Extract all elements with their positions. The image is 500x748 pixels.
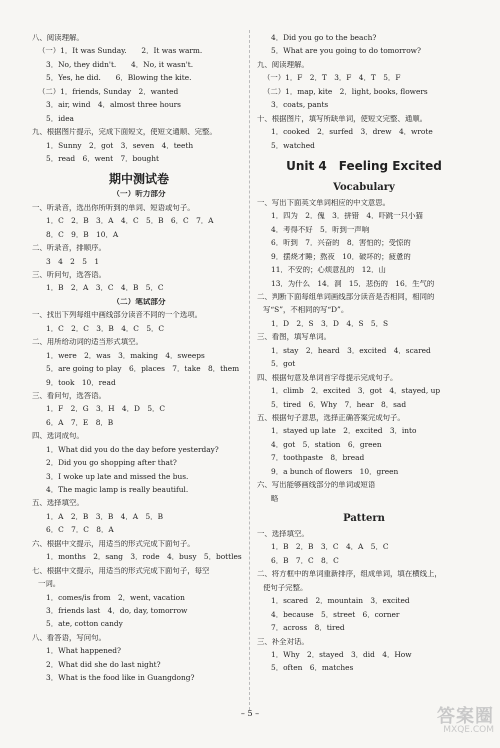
answer-line: 1．stay 2．heard 3．excited 4．scared [271, 346, 431, 355]
answer-line: （一）听力部分 [112, 190, 166, 199]
answer-line: 1．months 2．sang 3．rode 4．busy 5．bottles [46, 553, 242, 562]
answer-line: 5．watched [271, 141, 315, 150]
answer-line: 1．F 2．G 3．H 4．D 5．C [46, 405, 166, 414]
answer-line: 11．不安的；心烦意乱的 12．山 [271, 266, 386, 275]
answer-line: 三、听问句，选答语。 [32, 271, 106, 279]
answer-line: 3．coats, pants [271, 101, 329, 110]
answer-line: 1．What happened? [46, 647, 122, 656]
right-column [257, 34, 471, 678]
answer-line: 5．What are you going to do tomorrow? [271, 47, 421, 56]
answer-line: 使句子完整。 [263, 583, 308, 592]
answer-line: 6．A 7．E 8．B [46, 418, 114, 427]
answer-line: 4．The magic lamp is really beautiful. [46, 486, 189, 494]
answer-line: 5．tired 6．Why 7．hear 8．sad [271, 400, 407, 409]
answer-line: 一、选择填空。 [257, 530, 309, 538]
answer-line: （二）1．friends, Sunday 2．wanted [38, 87, 179, 96]
answer-line: 9．摆烧才睡；熬夜 10．破坏的；疲惫的 [271, 252, 411, 261]
answer-line: 1．What did you do the day before yesterday? [46, 445, 219, 454]
answer-line: （一）1．It was Sunday. 2．It was warm. [38, 47, 203, 56]
answer-line: 三、看问句，选答语。 [32, 391, 106, 400]
answer-line: 九、根据图片提示，完成下面短文，使短文通顺、完整。 [32, 128, 217, 137]
answer-line: 2．Did you go shopping after that? [46, 459, 177, 468]
answer-line: 八、看答语，写问句。 [32, 633, 106, 642]
answer-line: 九、阅读理解。 [257, 60, 309, 69]
answer-line: 8．C 9．B 10．A [46, 230, 119, 239]
answer-line: 一、写出下面英文单词相应的中文意思。 [257, 198, 391, 207]
answer-line: 二、用所给动词的适当形式填空。 [32, 338, 143, 347]
answer-line: （一）1．F 2．T 3．F 4．T 5．F [263, 74, 401, 83]
answer-line: 4．考得不好 5．听到一声响 [271, 225, 370, 234]
answer-line: 4．got 5．station 6．green [271, 440, 382, 449]
answer-line: 9．took 10．read [46, 378, 116, 387]
answer-line: 2．What did she do last night? [46, 660, 161, 669]
answer-line: 5．read 6．went 7．bought [46, 154, 159, 163]
answer-line: 3．No, they didn't. 4．No, it wasn't. [46, 60, 194, 69]
answer-line: 1．comes/is from 2．went, vacation [46, 593, 185, 602]
answer-line: 二、听录音，排顺序。 [32, 244, 106, 253]
answer-line: 1．stayed up late 2．excited 3．into [271, 427, 417, 436]
answer-line: 3 4 2 5 1 [46, 257, 100, 266]
answer-line: 一、找出下列每组中画线部分读音不同的一个选项。 [32, 311, 202, 320]
answer-line: 1．C 2．C 3．B 4．C 5．C [46, 324, 165, 333]
answer-line: 一、听录音，选出你所听到的单词、短语或句子。 [32, 203, 195, 212]
answer-line: 3．air, wind 4．almost three hours [46, 101, 181, 110]
left-column [32, 34, 246, 688]
answer-line: 3．I woke up late and missed the bus. [46, 472, 189, 481]
answer-line: 1．A 2．B 3．B 4．A 5．B [46, 512, 163, 521]
answer-line: 五、根据句子意思，选择正确答案完成句子。 [257, 413, 405, 422]
answer-line: 五、选择填空。 [32, 499, 84, 508]
answer-line: （二）笔试部分 [112, 297, 166, 306]
watermark [414, 708, 494, 744]
answer-line: 1．D 2．S 3．D 4．S 5．S [271, 319, 389, 328]
answer-line: 5．Yes, he did. 6．Blowing the kite. [46, 74, 192, 83]
answer-line: 5．idea [46, 114, 74, 123]
answer-line: 6．B 7．C 8．C [271, 556, 339, 565]
answer-line: Unit 4 Feeling Excited [286, 158, 442, 173]
answer-line: 1．climb 2．excited 3．got 4．stayed, up [271, 387, 441, 396]
answer-line: 六、写出能够画线部分的单词或短语 [257, 481, 376, 490]
answer-line: 期中测试卷 [108, 172, 169, 187]
answer-line: 6．听到 7．兴奋的 8．害怕的；受惊的 [271, 239, 411, 248]
answer-line: 4．Did you go to the beach? [271, 34, 377, 42]
answer-line: 5．are going to play 6．places 7．take 8．them [46, 365, 240, 374]
answer-line: Vocabulary [333, 181, 395, 193]
answer-line: 二、将方框中的单词重新排序，组成单词，填在横线上， [257, 570, 442, 579]
answer-line: 三、看图，填写单词。 [257, 333, 331, 342]
answer-line: 7．across 8．tired [271, 624, 345, 633]
answer-line: 1．B 2．A 3．C 4．B 5．C [46, 284, 164, 293]
answer-line: 1．B 2．B 3．C 4．A 5．C [271, 543, 389, 552]
answer-line: 4．because 5．street 6．corner [271, 610, 400, 619]
watermark-url: MXQE.COM [443, 725, 494, 735]
column-divider [249, 30, 250, 710]
answer-line: 5．often 6．matches [271, 664, 354, 673]
answer-line: 四、根据句意及单词首字母提示完成句子。 [257, 373, 398, 382]
answer-line: 1．scared 2．mountain 3．excited [271, 597, 410, 606]
answer-line: 二、判断下面每组单词画线部分读音是否相同，相同的 [257, 293, 435, 301]
answer-line: 1．Why 2．stayed 3．did 4．How [271, 650, 412, 659]
answer-line: 七、根据中文提示，用适当的形式完成下面句子，每空 [32, 566, 210, 575]
answer-line: 6．C 7．C 8．A [46, 526, 114, 535]
answer-line: 5．ate, cotton candy [46, 620, 123, 629]
answer-line: 3．friends last 4．do, day, tomorrow [46, 606, 188, 615]
answer-line: 13．为什么 14．洞 15．悲伤的 16．生气的 [271, 279, 435, 288]
answer-line: Pattern [343, 513, 385, 524]
answer-line: 八、阅读理解。 [32, 34, 84, 42]
answer-line: 一词。 [38, 580, 61, 589]
answer-line: 5．got [271, 360, 296, 369]
answer-line: 1．Sunny 2．got 3．seven 4．teeth [46, 141, 194, 150]
answer-line: 写“S”，不相同的写“D”。 [263, 306, 349, 315]
answer-line: 1．cooked 2．surfed 3．drew 4．wrote [271, 128, 433, 137]
watermark-logo: 答案圈 [437, 706, 494, 727]
answer-line: 1．were 2．was 3．making 4．sweeps [46, 351, 205, 360]
answer-line: 9．a bunch of flowers 10．green [271, 467, 399, 476]
answer-line: 三、补全对话。 [257, 637, 309, 646]
answer-line: 六、根据中文提示，用适当的形式完成下面句子。 [32, 539, 195, 548]
answer-line: 1．四为 2．傀 3．拼错 4．吓跳一只小猫 [271, 212, 423, 221]
answer-line: 1．C 2．B 3．A 4．C 5．B 6．C 7．A [46, 217, 214, 226]
answer-line: 十、根据图片，填写所缺单词，使短文完整、通顺。 [257, 114, 427, 123]
answer-line: 四、选词成句。 [32, 432, 84, 441]
page-number: – 5 – [240, 709, 260, 718]
answer-line: 略 [271, 494, 279, 503]
answer-line: 7．toothpaste 8．bread [271, 454, 365, 463]
answer-line: （二）1．map, kite 2．light, books, flowers [263, 87, 428, 96]
answer-line: 3．What is the food like in Guangdong? [46, 674, 195, 683]
